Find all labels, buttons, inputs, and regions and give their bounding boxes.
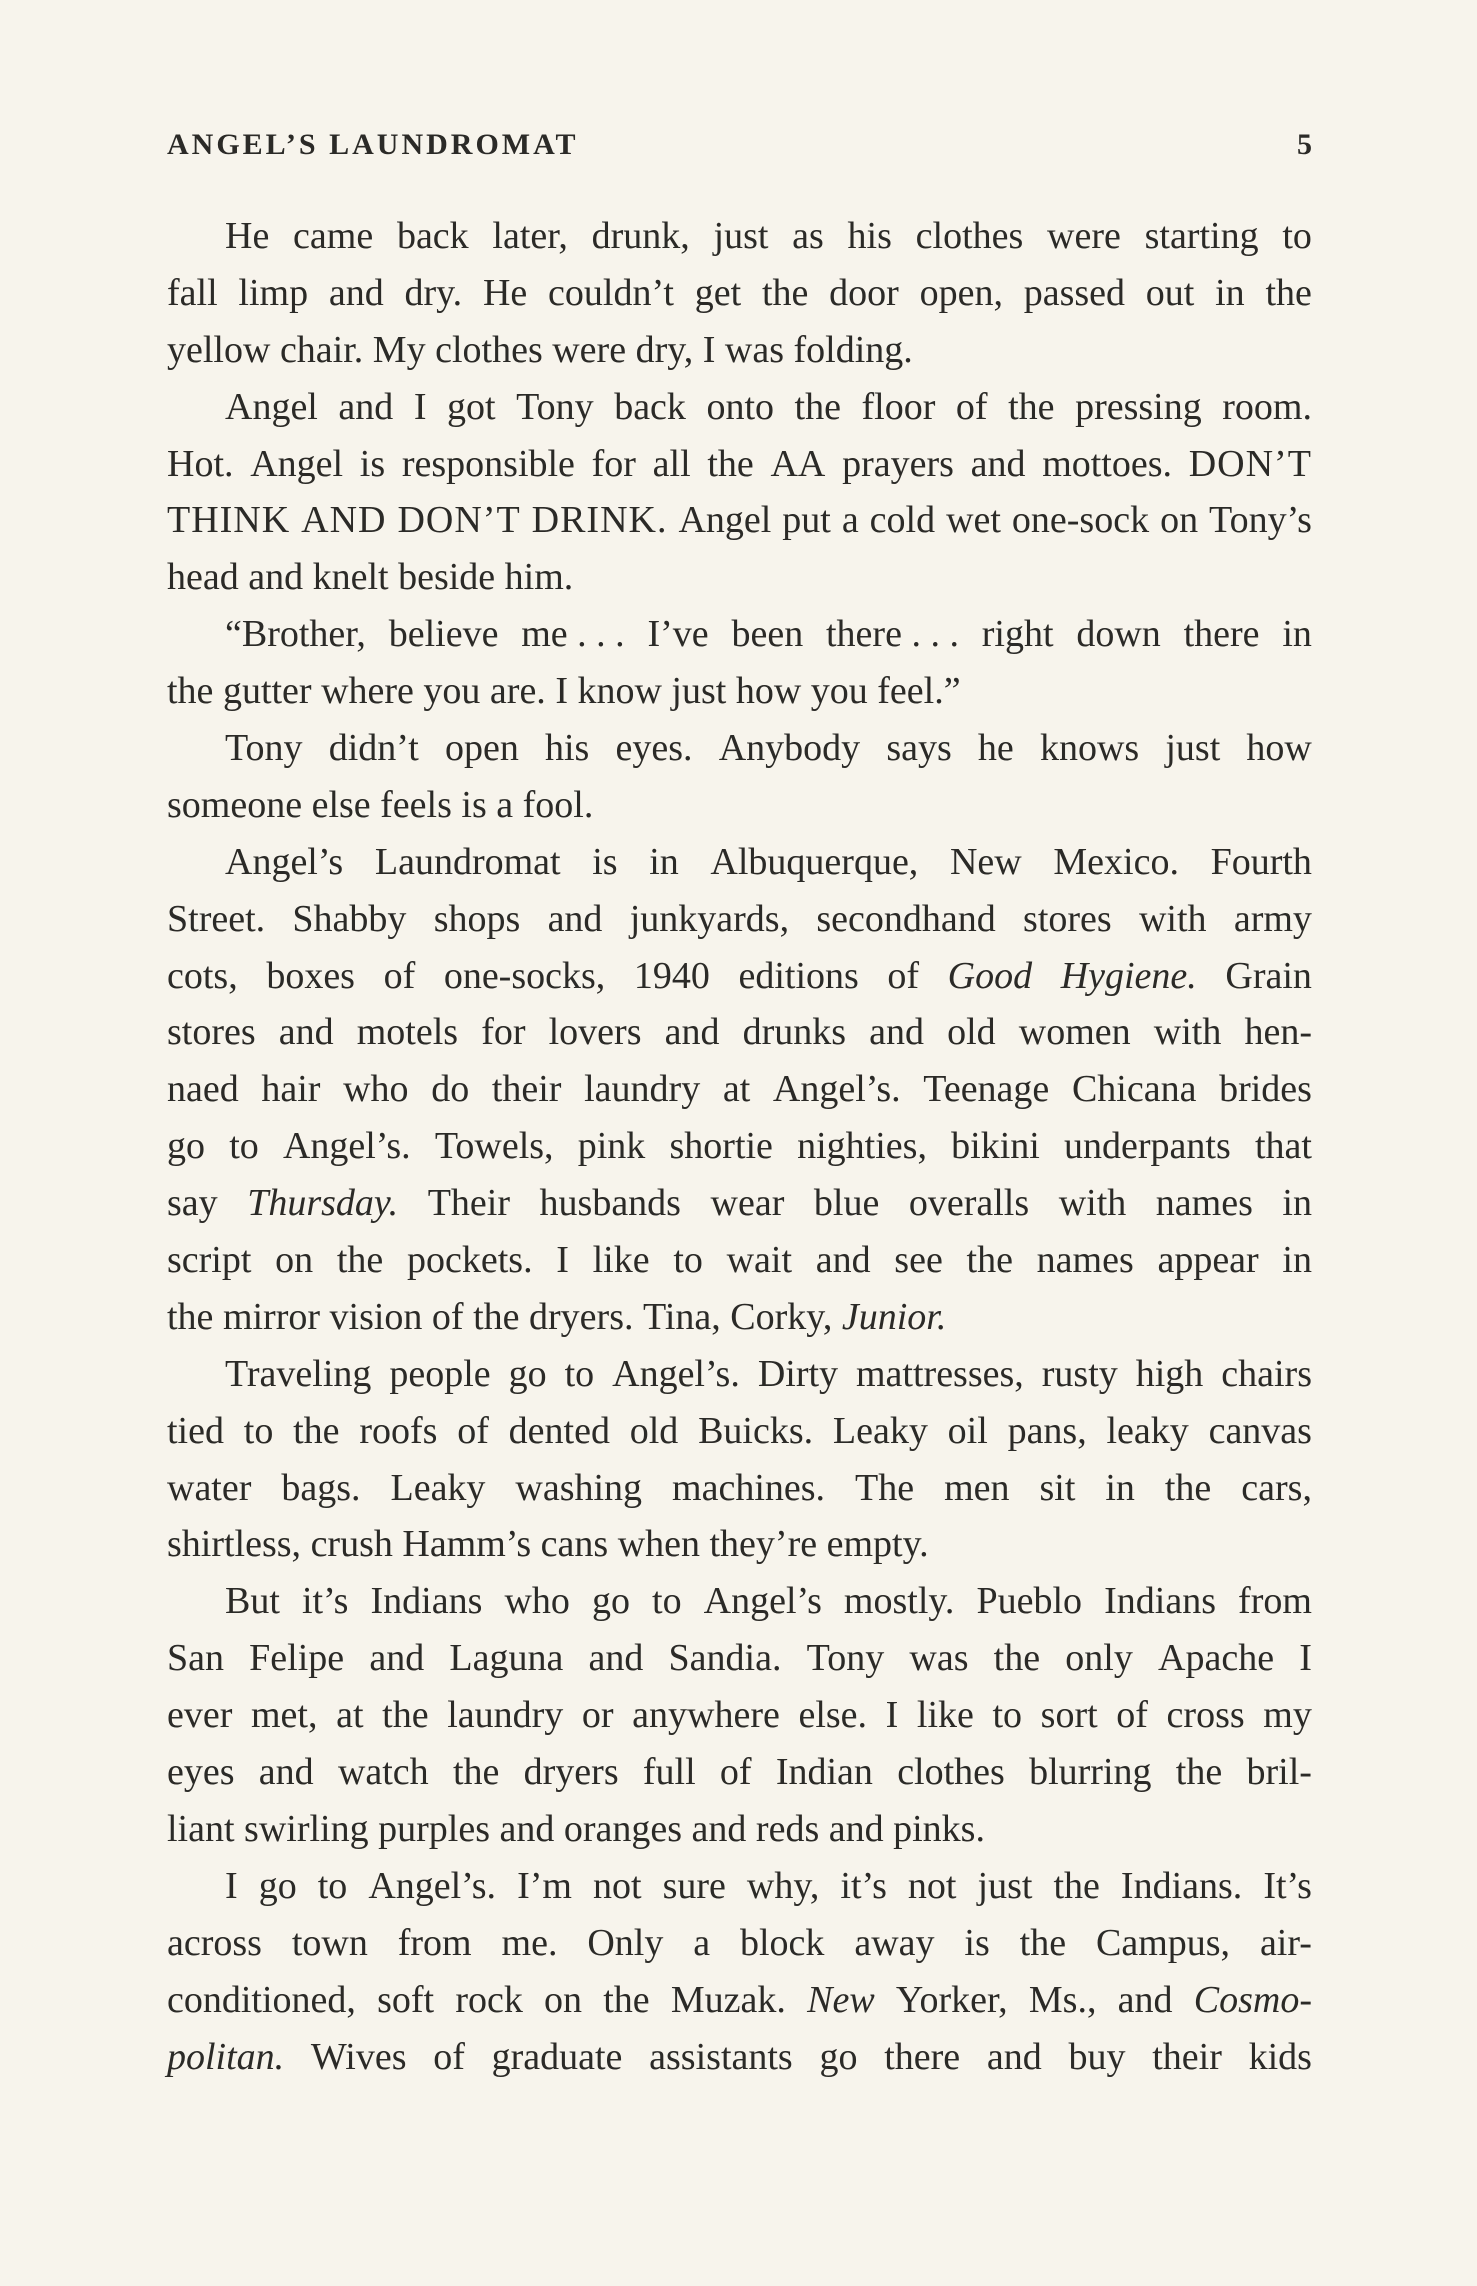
text-line-25: But it’s Indians who go to Angel’s mostly. Pueblo Indians from [225,1580,1312,1623]
text-line-4: Angel and I got Tony back onto the floor of the pressing room. [225,385,1312,428]
text-line-23: water bags. Leaky washing machines. The men sit in the cars, [167,1466,1312,1509]
text-line-26: San Felipe and Laguna and Sandia. Tony was the only Apache I [167,1637,1312,1680]
text-line-30: I go to Angel’s. I’m not sure why, it’s not just the Indians. It’s [225,1864,1312,1907]
text-line-33: politan. Wives of graduate assistants go there and buy their kids [167,2035,1312,2078]
text-line-6: THINK AND DON’T DRINK. Angel put a cold wet one-sock on Tony’s [167,499,1312,542]
text-line-19: script on the pockets. I like to wait and see the names appear in [167,1239,1312,1282]
text-line-1: He came back later, drunk, just as his clothes were starting to [225,215,1312,257]
text-line-2: fall limp and dry. He couldn’t get the door open, passed out in the [167,271,1312,314]
text-line-27: ever met, at the laundry or anywhere else. I like to sort of cross my [167,1694,1312,1737]
text-line-32: conditioned, soft rock on the Muzak. New Yorker, Ms., and Cosmo- [167,1978,1312,2021]
body-text [167,208,1312,2085]
text-line-28: eyes and watch the dryers full of Indian clothes blurring the bril- [167,1751,1312,1794]
text-line-22: tied to the roofs of dented old Buicks. Leaky oil pans, leaky canvas [167,1409,1312,1452]
text-line-8: “Brother, believe me . . . I’ve been there . . . right down there in [225,613,1312,656]
text-line-13: Street. Shabby shops and junkyards, secondhand stores with army [167,897,1312,940]
text-line-20: the mirror vision of the dryers. Tina, Corky, Junior. [167,1295,947,1338]
text-line-24: shirtless, crush Hamm’s cans when they’re empty. [167,1523,929,1566]
text-line-21: Traveling people go to Angel’s. Dirty mattresses, rusty high chairs [225,1352,1312,1395]
text-line-18: say Thursday. Their husbands wear blue overalls with names in [167,1182,1312,1225]
text-line-7: head and knelt beside him. [167,556,574,599]
text-line-12: Angel’s Laundromat is in Albuquerque, New Mexico. Fourth [225,840,1312,883]
text-line-14: cots, boxes of one-socks, 1940 editions of Good Hygiene. Grain [167,954,1312,997]
text-line-16: naed hair who do their laundry at Angel’s. Teenage Chicana brides [167,1068,1312,1111]
text-line-15: stores and motels for lovers and drunks and old women with hen- [167,1011,1312,1054]
text-line-17: go to Angel’s. Towels, pink shortie nighties, bikini underpants that [167,1125,1312,1168]
text-line-11: someone else feels is a fool. [167,783,594,826]
page-number: 5 [1297,128,1312,161]
text-line-29: liant swirling purples and oranges and reds and pinks. [167,1807,985,1850]
text-line-9: the gutter where you are. I know just how you feel.” [167,670,961,713]
text-line-3: yellow chair. My clothes were dry, I was folding. [167,328,913,371]
running-header [167,128,1312,168]
text-line-31: across town from me. Only a block away is the Campus, air- [167,1921,1312,1964]
chapter-title: ANGEL’S LAUNDROMAT [167,128,579,161]
text-line-10: Tony didn’t open his eyes. Anybody says he knows just how [225,727,1312,770]
text-line-5: Hot. Angel is responsible for all the AA prayers and mottoes. DON’T [167,442,1312,485]
